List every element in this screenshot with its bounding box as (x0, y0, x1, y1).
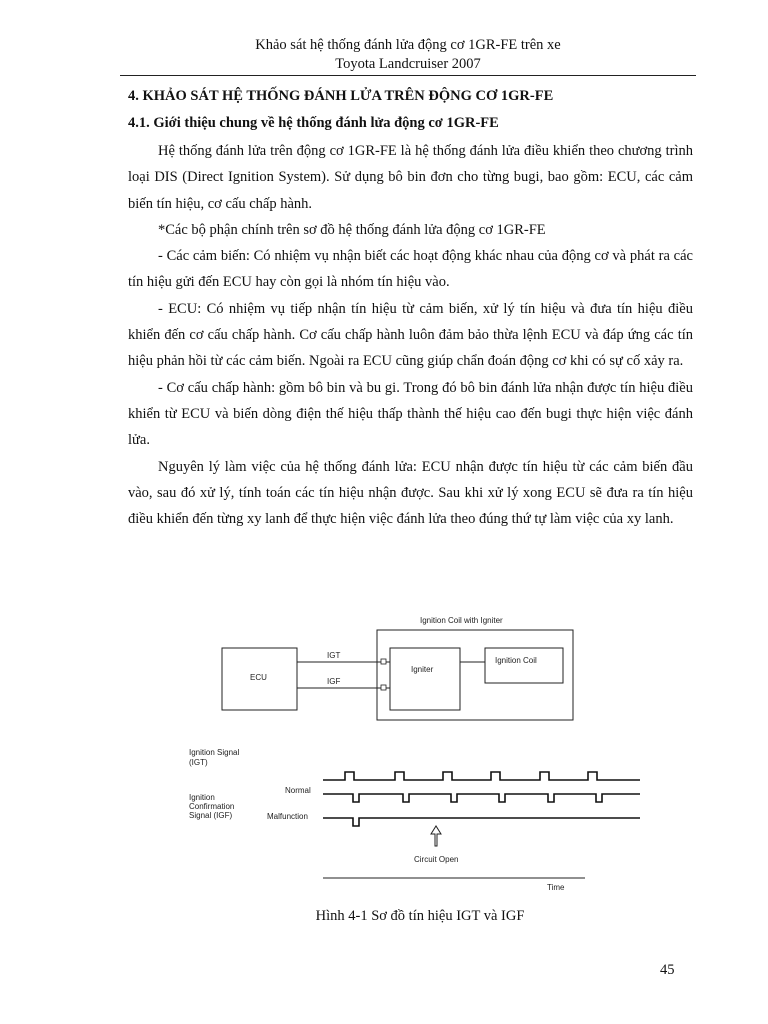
circuit-open-arrow-icon (431, 826, 441, 846)
ignition-coil-label: Ignition Coil (495, 656, 537, 665)
coil-group-label: Ignition Coil with Igniter (420, 616, 503, 625)
normal-label: Normal (285, 786, 311, 795)
page-number: 45 (660, 962, 675, 978)
igt-igf-diagram (185, 600, 655, 900)
paragraph-principle: Nguyên lý làm việc của hệ thống đánh lửa: ECU nhận được tín hiệu từ các cảm biến đầu vào, sau đó xử lý, tính toán các tín hiệu nhận được. Sau khi xử lý xong ECU sẽ đưa ra tín hiệu điều khiển đến từng xy lanh để thực hiện việc đánh lửa theo đúng thứ tự làm việc của xy lanh. (128, 458, 693, 528)
page-body (128, 86, 693, 532)
igt-waveform (323, 772, 640, 780)
igniter-label: Igniter (411, 665, 434, 674)
header-line-2: Toyota Landcruiser 2007 (335, 56, 481, 72)
ignition-coil-box (485, 648, 563, 683)
circuit-open-label: Circuit Open (414, 855, 459, 864)
igt-terminal (381, 659, 386, 664)
signal-igf-label: Ignition Confirmation Signal (IGF) (189, 793, 235, 820)
igf-terminal (381, 685, 386, 690)
figure-caption: Hình 4-1 Sơ đồ tín hiệu IGT và IGF (315, 908, 525, 924)
igniter-box (390, 648, 460, 710)
paragraph-actuator: - Cơ cấu chấp hành: gồm bô bin và bu gi. Trong đó bô bin đánh lửa nhận được tín hiệu điều khiển từ ECU và biến dòng điện thế hiệu thấp thành thế hiệu cao đến bugi thực hiện việc đánh lửa. (128, 379, 693, 449)
time-label: Time (547, 883, 565, 892)
coil-group-box (377, 630, 573, 720)
paragraph-ecu: - ECU: Có nhiệm vụ tiếp nhận tín hiệu từ cảm biến, xử lý tín hiệu và đưa tín hiệu điều khiển đến cơ cấu chấp hành. Cơ cấu chấp hành luôn đảm bảo thừa lệnh ECU và đáp ứng các tín hiệu phản hồi từ các cảm biến. Ngoài ra ECU cũng giúp chẩn đoán động cơ khi có sự cố xảy ra. (128, 300, 693, 370)
igf-label: IGF (327, 677, 341, 686)
diagram-svg (185, 600, 655, 900)
section-subtitle: 4.1. Giới thiệu chung về hệ thống đánh lửa động cơ 1GR-FE (128, 115, 499, 131)
running-header (120, 36, 696, 74)
malfunction-label: Malfunction (267, 812, 308, 821)
paragraph-intro: Hệ thống đánh lửa trên động cơ 1GR-FE là hệ thống đánh lửa điều khiển theo chương trình loại DIS (Direct Ignition System). Sử dụng bô bin đơn cho từng bugi, bao gồm: ECU, các cảm biến tín hiệu, cơ cấu chấp hành. (128, 143, 693, 212)
header-line-1: Khảo sát hệ thống đánh lửa động cơ 1GR-FE trên xe (255, 37, 561, 53)
ecu-label: ECU (250, 673, 267, 682)
paragraph-components-heading: *Các bộ phận chính trên sơ đồ hệ thống đánh lửa động cơ 1GR-FE (158, 221, 546, 238)
igt-label: IGT (327, 651, 341, 660)
igf-normal-waveform (323, 794, 640, 802)
igf-malfunction-waveform (323, 818, 640, 826)
section-title: 4. KHẢO SÁT HỆ THỐNG ĐÁNH LỬA TRÊN ĐỘNG CƠ 1GR-FE (128, 88, 554, 104)
signal-igt-label: Ignition Signal (IGT) (189, 748, 240, 767)
header-divider (120, 75, 696, 76)
paragraph-sensors: - Các cảm biến: Có nhiệm vụ nhận biết các hoạt động khác nhau của động cơ và phát ra các tín hiệu gửi đến ECU hay còn gọi là nhóm tín hiệu vào. (128, 248, 693, 291)
